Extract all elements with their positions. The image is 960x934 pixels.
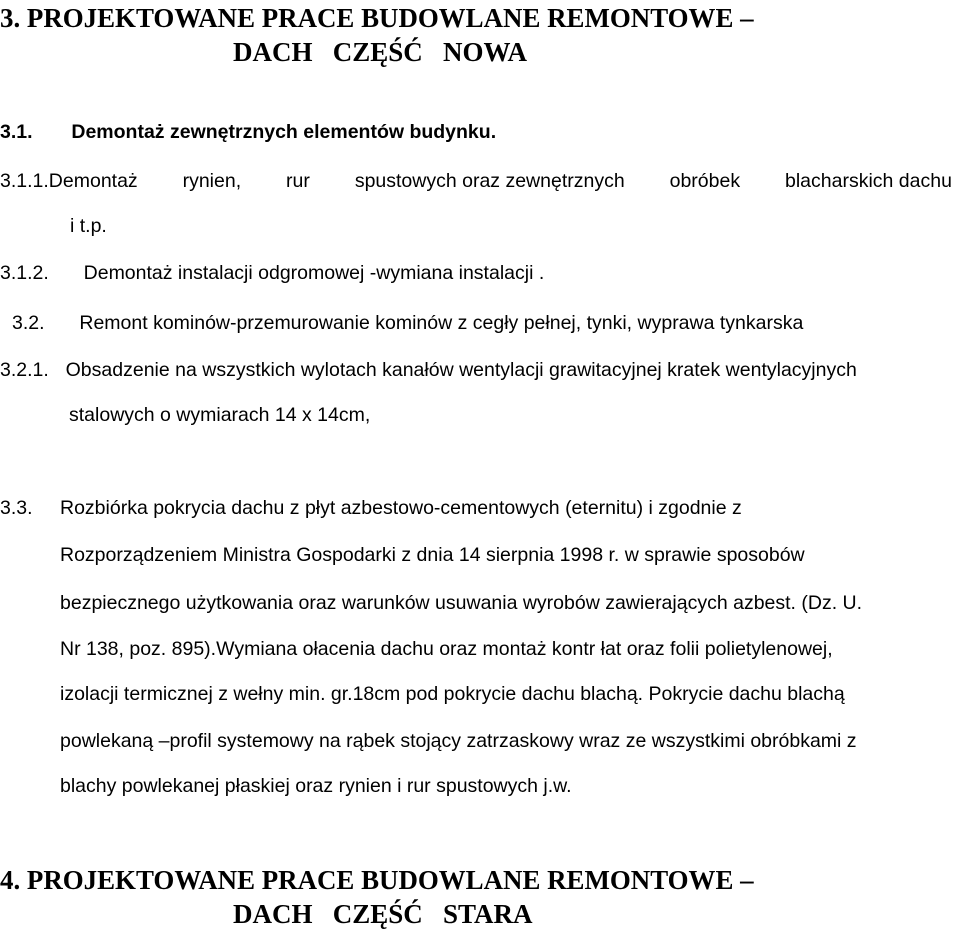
item-3-1-1-continuation: i t.p. (70, 215, 107, 237)
section-3-title-line-2: DACH CZĘŚĆ NOWA (233, 37, 528, 67)
item-3-2-number: 3.2. (12, 312, 45, 334)
item-3-1 (0, 118, 496, 146)
item-3-1-text: Demontaż zewnętrznych elementów budynku. (71, 121, 497, 143)
item-3-1-1-word-6: blacharskich dachu (785, 170, 952, 192)
section-4-title-line-1: 4. PROJEKTOWANE PRACE BUDOWLANE REMONTOWE – (0, 865, 754, 895)
item-3-1-1-number: 3.1.1. (0, 170, 49, 192)
item-3-1-number: 3.1. (0, 121, 33, 143)
item-3-3-number: 3.3. (0, 497, 33, 519)
section-3-title-line-1: 3. PROJEKTOWANE PRACE BUDOWLANE REMONTOWE – (0, 3, 754, 33)
item-3-3-line-3: bezpiecznego użytkowania oraz warunków usuwania wyrobów zawierających azbest. (Dz. U. (60, 592, 863, 614)
item-3-1-1-word-3: rur (286, 170, 310, 192)
item-3-2-1-line-2: stalowych o wymiarach 14 x 14cm, (69, 404, 371, 426)
item-3-3-line-6: powlekaną –profil systemowy na rąbek stojący zatrzaskowy wraz ze wszystkimi obróbkami z (60, 730, 857, 752)
item-3-2 (12, 309, 803, 337)
item-3-3-line-4: Nr 138, poz. 895).Wymiana ołacenia dachu oraz montaż kontr łat oraz folii polietylenowej, (60, 638, 833, 660)
section-4-title-line-2: DACH CZĘŚĆ STARA (233, 899, 533, 929)
item-3-3-line-1: Rozbiórka pokrycia dachu z płyt azbestowo-cementowych (eternitu) i zgodnie z (60, 497, 742, 519)
item-3-1-2-number: 3.1.2. (0, 262, 49, 284)
item-3-1-2 (0, 259, 544, 287)
item-3-3-line-5: izolacji termicznej z wełny min. gr.18cm pod pokrycie dachu blachą. Pokrycie dachu blachą (60, 683, 845, 705)
item-3-1-1-word-2: rynien, (182, 170, 242, 192)
item-3-1-2-text: Demontaż instalacji odgromowej -wymiana instalacji . (83, 262, 545, 284)
item-3-1-1-word-4: spustowych oraz zewnętrznych (354, 170, 625, 192)
item-3-1-1-line-1 (0, 167, 952, 195)
item-3-2-1-line-1 (0, 356, 857, 384)
item-3-2-1-text-line-1: Obsadzenie na wszystkich wylotach kanałów wentylacji grawitacyjnej kratek wentylacyjnych (65, 359, 857, 381)
item-3-3-line-7: blachy powlekanej płaskiej oraz rynien i rur spustowych j.w. (60, 775, 572, 797)
item-3-1-1-words (0, 167, 952, 195)
item-3-3-line-2: Rozporządzeniem Ministra Gospodarki z dnia 14 sierpnia 1998 r. w sprawie sposobów (60, 544, 805, 566)
item-3-1-1-word-1: Demontaż (48, 170, 138, 192)
item-3-1-1-word-5: obróbek (669, 170, 741, 192)
item-3-2-text: Remont kominów-przemurowanie kominów z cegły pełnej, tynki, wyprawa tynkarska (79, 312, 804, 334)
item-3-2-1-number: 3.2.1. (0, 359, 49, 381)
